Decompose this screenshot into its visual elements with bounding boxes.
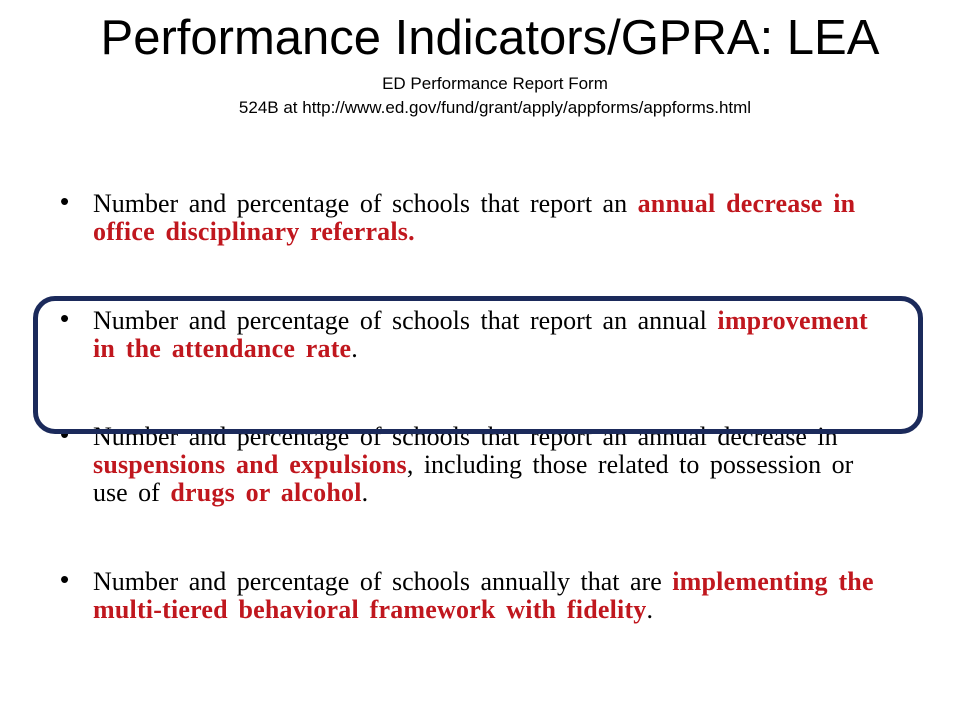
bullet-item-referrals bbox=[60, 186, 880, 246]
bullet-plain-text: Number and percentage of schools that report an annual decrease in bbox=[93, 422, 838, 451]
subtitle-form-name: ED Performance Report Form bbox=[382, 74, 608, 93]
bullet-dot-icon: • bbox=[60, 303, 70, 333]
bullet-plain-text: , including those related to possession or use of bbox=[93, 450, 854, 507]
bullet-item-framework bbox=[60, 564, 880, 624]
bullet-plain-text: . bbox=[361, 478, 369, 507]
bullet-dot-icon: • bbox=[60, 564, 70, 594]
bullet-dot-icon: • bbox=[60, 186, 70, 216]
bullet-plain-text: Number and percentage of schools that report an annual bbox=[93, 306, 718, 335]
bullet-text bbox=[60, 190, 880, 246]
bullet-plain-text: Number and percentage of schools annually that are bbox=[93, 567, 673, 596]
bullet-item-suspensions bbox=[60, 419, 880, 507]
bullet-plain-text: Number and percentage of schools that report an bbox=[93, 189, 638, 218]
subtitle-form-url: 524B at http://www.ed.gov/fund/grant/apply/appforms/appforms.html bbox=[238, 98, 752, 117]
bullet-text bbox=[60, 423, 880, 507]
bullet-highlight-text: suspensions and expulsions bbox=[93, 450, 407, 479]
slide-title: Performance Indicators/GPRA: LEA bbox=[100, 11, 880, 65]
bullet-highlight-text: improvement in the attendance rate bbox=[93, 306, 868, 363]
bullet-highlight-text: implementing the multi-tiered behavioral framework with fidelity bbox=[93, 567, 874, 624]
bullet-dot-icon: • bbox=[60, 419, 70, 449]
bullet-highlight-text: annual decrease in office disciplinary referrals. bbox=[93, 189, 856, 246]
bullet-highlight-text: drugs or alcohol bbox=[170, 478, 362, 507]
highlight-box bbox=[33, 296, 923, 434]
bullet-plain-text: . bbox=[646, 595, 653, 624]
bullet-plain-text: . bbox=[351, 334, 358, 363]
bullet-text bbox=[60, 568, 880, 624]
